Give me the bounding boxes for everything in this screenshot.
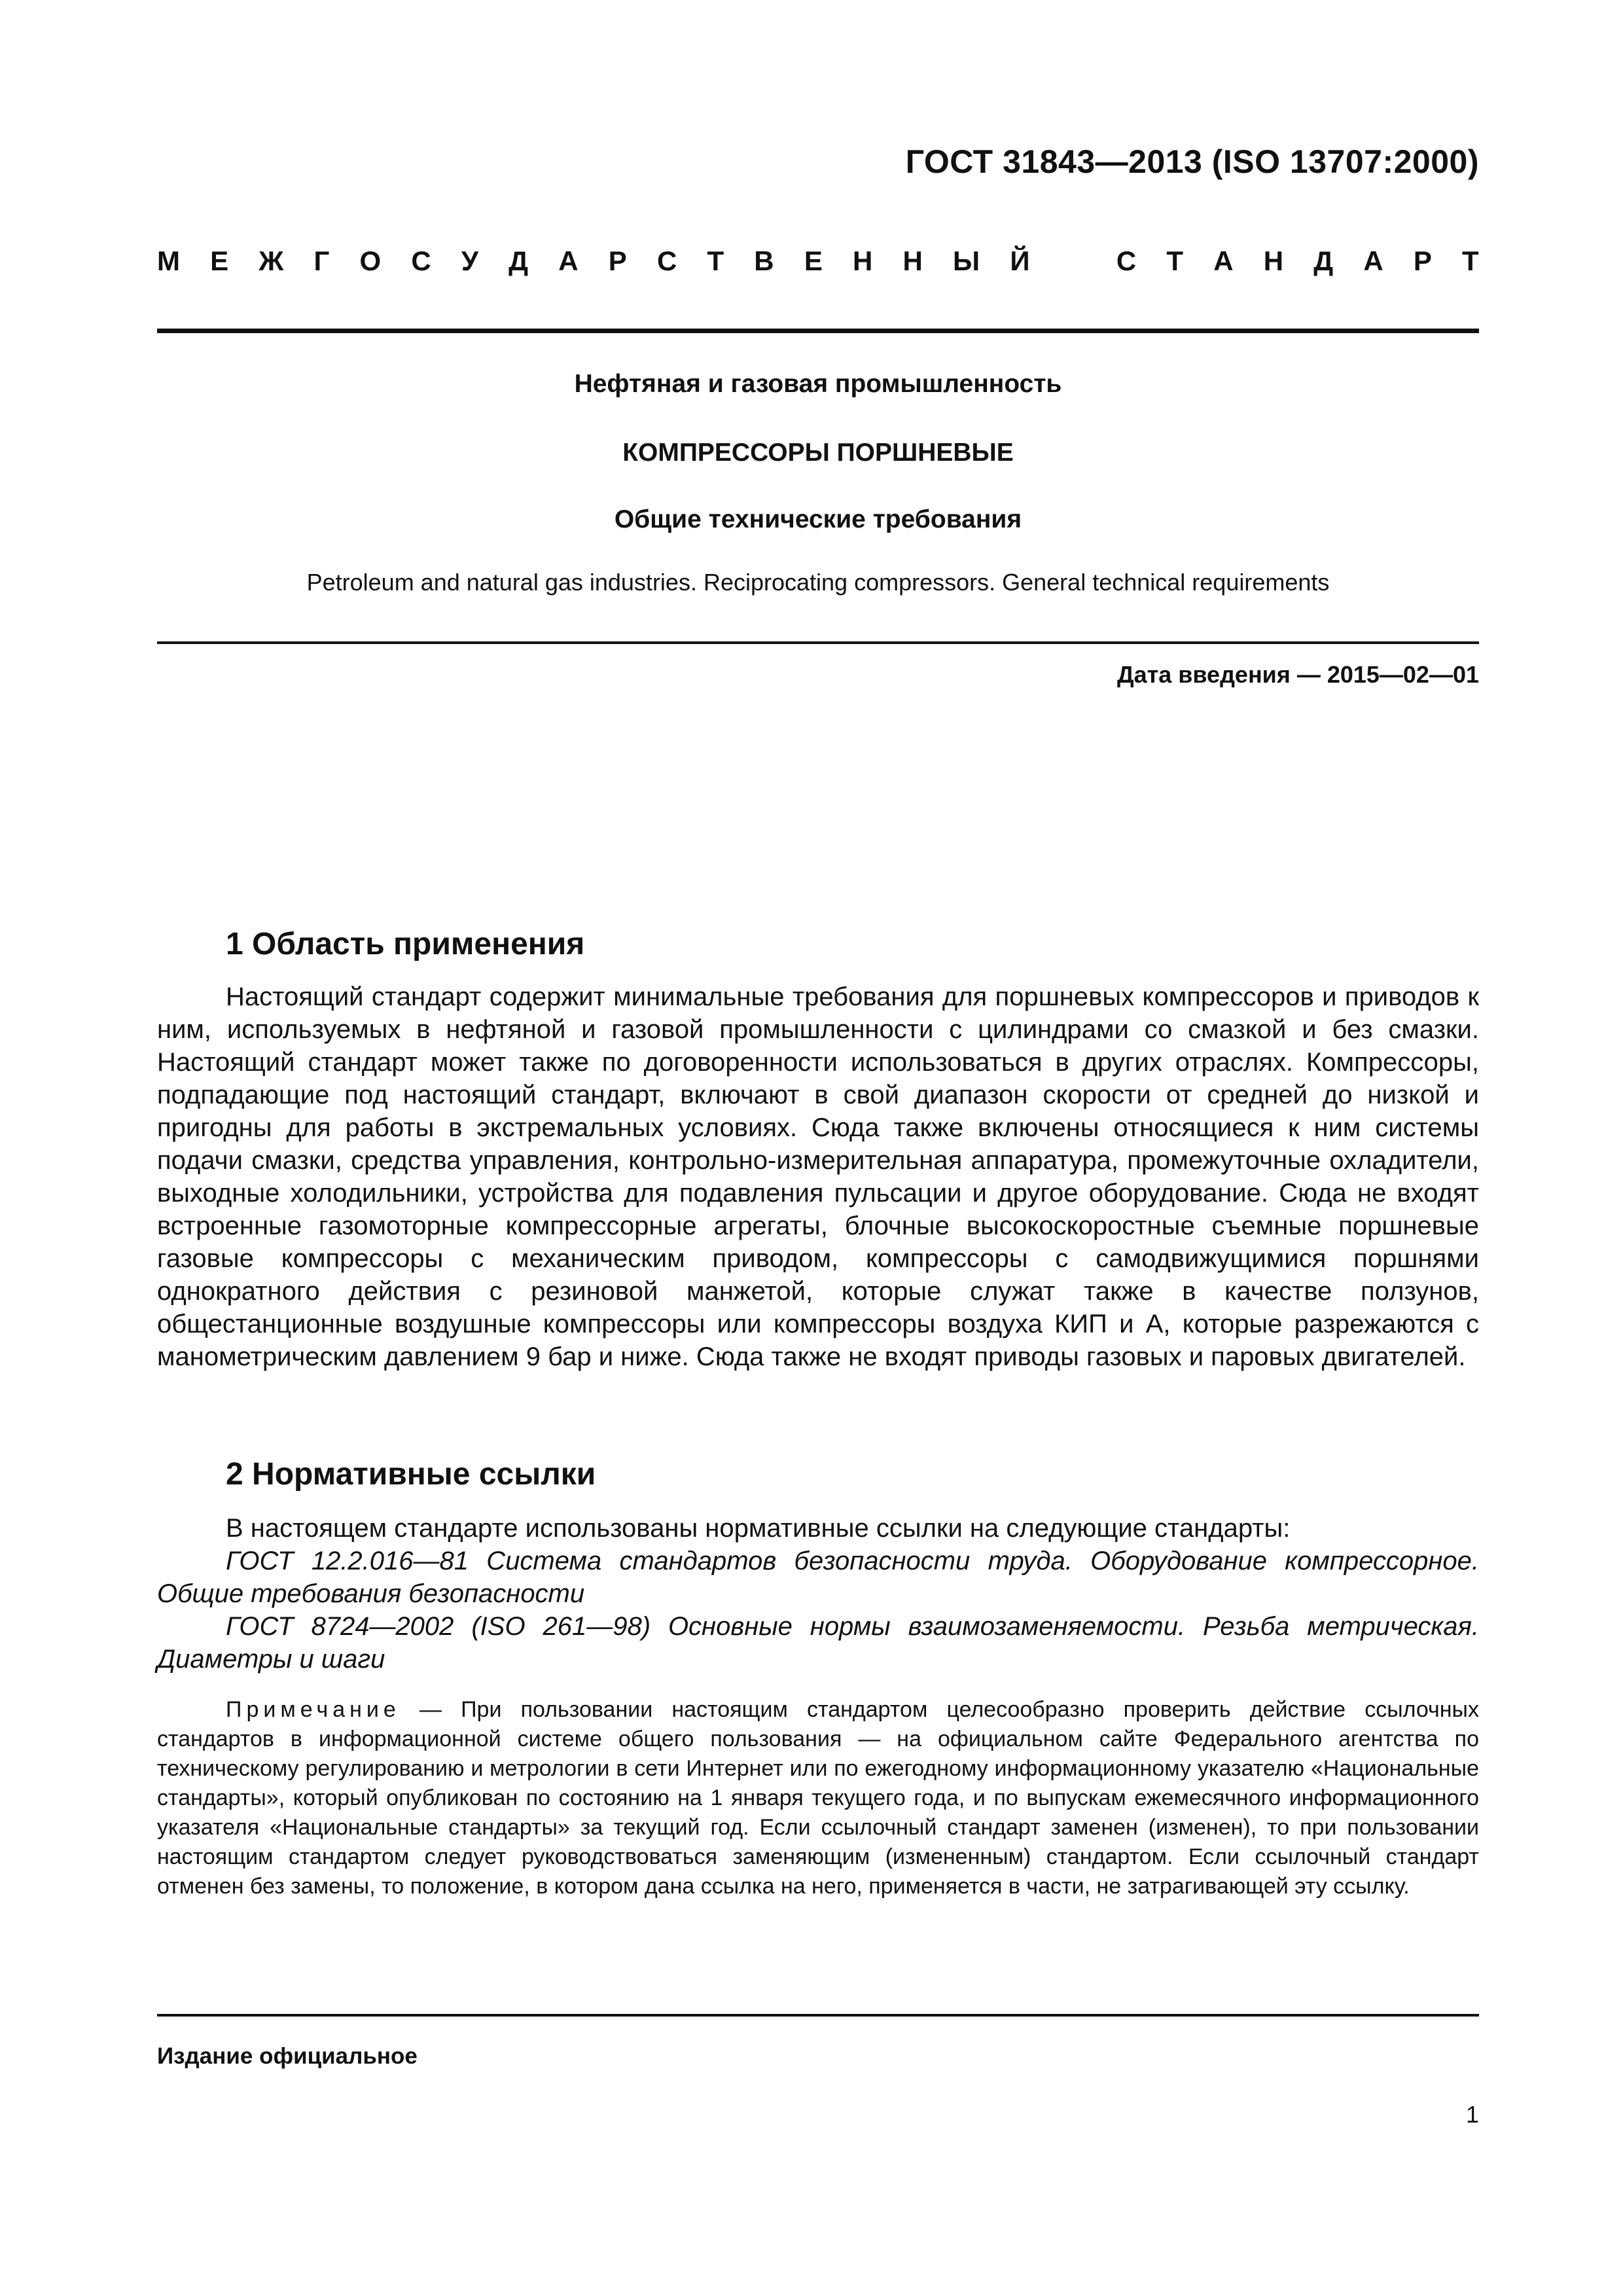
subtitle: Общие технические требования [614,505,1022,533]
letter: О [359,245,382,276]
letter: Е [804,245,823,276]
section-normative-references [157,1456,1479,1901]
interstate-standard-banner [157,245,1479,277]
letter: Ы [953,245,980,276]
scope-paragraph: Настоящий стандарт содержит минимальные требования для поршневых компрессоров и приводов к ним, используемых в нефтяной и газовой промышленности с цилиндрами со смазкой и без смазки. Настоящий стандарт может также по договоренности использоваться в других отраслях. Компрессоры, подпадающие под настоящий стандарт, включают в свой диапазон скорости от средней до низкой и пригодны для работы в экстремальных условиях. Сюда также включены относящиеся к ним системы подачи смазки, средства управления, контрольно-измерительная аппаратура, промежуточные охладители, выходные холодильники, устройства для подавления пульсации и другое оборудование. Сюда не входят встроенные газомоторные компрессорные агрегаты, блочные высокоскоростные съемные поршневые газовые компрессоры с механическим приводом, компрессоры с самодвижущимися поршнями однократного действия с резиновой манжетой, которые служат также в качестве ползунов, общестанционные воздушные компрессоры или компрессоры воздуха КИП и А, которые разрежаются с манометрическим давлением 9 бар и ниже. Сюда также не входят приводы газовых и паровых двигателей. [157,982,1479,1371]
letter: Й [1010,245,1030,276]
header-divider [157,329,1479,333]
standard-number: ГОСТ 31843—2013 (ISO 13707:2000) [905,143,1479,180]
edition-label: Издание официальное [157,2043,418,2069]
section-heading: 2 Нормативные ссылки [226,1457,596,1492]
note-paragraph [157,1695,1479,1901]
introduction-date: Дата введения — 2015—02—01 [1116,661,1479,688]
letter: Т [1166,245,1184,276]
letter: Д [508,245,529,276]
letter: Д [1313,245,1334,276]
letter: Н [853,245,873,276]
industry-title: Нефтяная и газовая промышленность [574,370,1062,398]
letter: А [1363,245,1383,276]
word-gap [1060,245,1086,277]
letter: С [656,245,677,276]
letter: А [558,245,579,276]
reference-item: ГОСТ 8724—2002 (ISO 261—98) Основные нормы взаимозаменяемости. Резьба метрическая. Диаметры и шаги [157,1612,1479,1674]
letter: У [461,245,478,276]
letter: Е [210,245,229,276]
letter: Г [313,245,330,276]
reference-item: ГОСТ 12.2.016—81 Система стандартов безопасности труда. Оборудование компрессорное. Общие требования безопасности [157,1547,1479,1608]
letter: А [1213,245,1234,276]
letter: Н [1263,245,1284,276]
letter: С [1116,245,1137,276]
english-title: Petroleum and natural gas industries. Reciprocating compressors. General technical requirements [306,569,1330,596]
letter: С [411,245,431,276]
note-label: Примечание [226,1697,401,1722]
footer-divider [157,2014,1479,2017]
letter: Р [1413,245,1432,276]
section-scope [157,926,1479,1373]
letter: Т [1462,245,1479,276]
letter: Ж [259,245,284,276]
note-text: — При пользовании настоящим стандартом целесообразно проверить действие ссылочных стандартов в информационной системе общего пользования — на официальном сайте Федерального агентства по техническому регулированию и метрологии в сети Интернет или по ежегодному информационному указателю «Национальные стандарты», который опубликован по состоянию на 1 января текущего года, и по выпускам ежемесячного информационного указателя «Национальные стандарты» за текущий год. Если ссылочный стандарт заменен (изменен), то при пользовании настоящим стандартом следует руководствоваться заменяющим (измененным) стандартом. Если ссылочный стандарт отменен без замены, то положение, в котором дана ссылка на него, применяется в части, не затрагивающей эту ссылку. [157,1697,1479,1899]
page-number: 1 [1465,2101,1479,2128]
letter: Т [707,245,724,276]
title-divider [157,641,1479,644]
letter: М [157,245,180,276]
letter: Н [902,245,923,276]
main-title: КОМПРЕССОРЫ ПОРШНЕВЫЕ [622,439,1014,467]
letter: В [754,245,774,276]
letter: Р [608,245,627,276]
references-intro: В настоящем стандарте использованы нормативные ссылки на следующие стандарты: [226,1514,1291,1543]
section-heading: 1 Область применения [226,927,585,961]
